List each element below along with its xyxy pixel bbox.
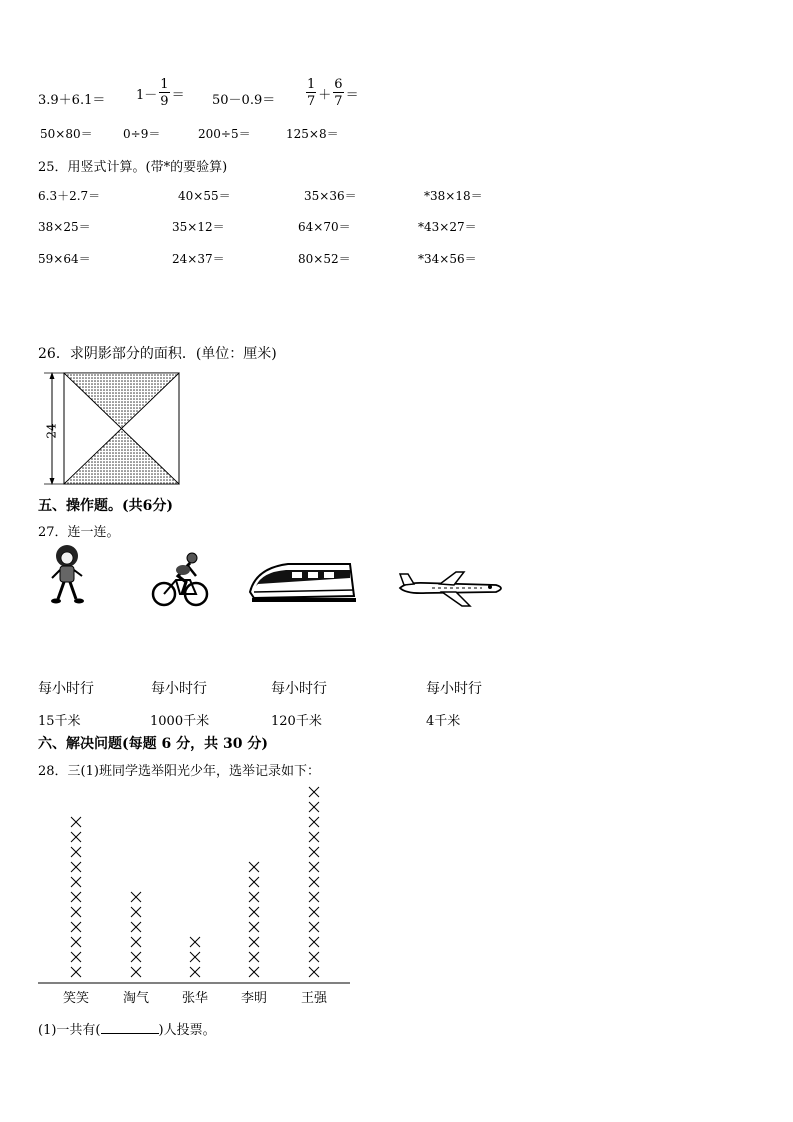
q25-expr: 80×52＝ — [298, 252, 351, 266]
tally-mark — [131, 892, 141, 902]
q25-expr: 35×12＝ — [172, 220, 225, 234]
tally-mark — [309, 967, 319, 977]
tally-mark — [71, 847, 81, 857]
fraction — [306, 78, 316, 108]
tally-mark — [131, 952, 141, 962]
denominator: 7 — [334, 94, 343, 109]
tally-mark — [71, 832, 81, 842]
candidate-name: 张华 — [181, 991, 209, 1006]
tally-mark — [249, 862, 259, 872]
tally-mark — [309, 907, 319, 917]
q26-title: 26．求阴影部分的面积．(单位：厘米) — [38, 346, 277, 362]
tally-mark — [71, 967, 81, 977]
tally-mark — [249, 907, 259, 917]
expr-2-2: 0÷9＝ — [123, 127, 161, 141]
candidate-name: 李明 — [240, 991, 268, 1006]
tally-mark — [71, 817, 81, 827]
walking-child-icon — [48, 544, 86, 606]
tally-mark — [309, 802, 319, 812]
tally-mark — [309, 892, 319, 902]
tally-mark — [71, 907, 81, 917]
tally-mark — [249, 892, 259, 902]
q25-expr: 40×55＝ — [178, 189, 231, 203]
tally-mark — [190, 967, 200, 977]
q25-expr: 38×25＝ — [38, 220, 91, 234]
q28-subquestion-1 — [38, 1019, 216, 1038]
q28-title: 28．三(1)班同学选举阳光少年，选举记录如下： — [38, 764, 320, 779]
tally-mark — [131, 937, 141, 947]
tally-mark — [190, 952, 200, 962]
expr-lead: 1－ — [136, 87, 158, 103]
q28-sub1-prefix: (1)一共有( — [38, 1023, 101, 1038]
tally-mark — [190, 937, 200, 947]
expr-2-4: 125×8＝ — [286, 127, 339, 141]
expr-2-3: 200÷5＝ — [198, 127, 251, 141]
expr-1-1: 3.9＋6.1＝ — [38, 93, 106, 108]
train-icon — [246, 558, 358, 606]
tally-mark — [309, 847, 319, 857]
q25-expr: 24×37＝ — [172, 252, 225, 266]
speed-value: 1000千米 — [150, 714, 210, 729]
q25-expr: *38×18＝ — [424, 189, 483, 203]
tally-mark — [249, 877, 259, 887]
speed-label: 每小时行 — [426, 681, 482, 697]
tally-mark — [309, 862, 319, 872]
speed-label: 每小时行 — [271, 681, 327, 697]
tally-mark — [71, 922, 81, 932]
q25-expr: *43×27＝ — [418, 220, 477, 234]
fraction — [159, 78, 169, 108]
candidate-name: 王强 — [300, 991, 328, 1006]
q25-expr: 6.3＋2.7＝ — [38, 189, 101, 203]
tally-mark — [309, 877, 319, 887]
expr-1-4 — [306, 78, 359, 108]
tally-mark — [71, 892, 81, 902]
answer-blank[interactable] — [101, 1021, 159, 1034]
vote-tally-chart — [36, 782, 356, 1012]
speed-value: 4千米 — [426, 714, 461, 729]
section-5-title: 五、操作题。(共6分) — [38, 498, 173, 514]
shaded-square-figure — [40, 368, 185, 490]
tally-mark — [131, 967, 141, 977]
expr-tail: ＝ — [171, 87, 185, 103]
q25-title: 25．用竖式计算。(带*的要验算) — [38, 160, 228, 175]
fraction — [333, 78, 343, 108]
dimension-label: 24 — [44, 423, 59, 439]
tally-mark — [249, 952, 259, 962]
q25-expr: 59×64＝ — [38, 252, 91, 266]
tally-mark — [71, 937, 81, 947]
expr-2-1: 50×80＝ — [40, 127, 93, 141]
expr-1-3: 50－0.9＝ — [212, 93, 276, 108]
speed-value: 15千米 — [38, 714, 81, 729]
numerator: 1 — [160, 77, 169, 92]
cyclist-icon — [150, 550, 210, 610]
tally-mark — [71, 952, 81, 962]
tally-mark — [71, 877, 81, 887]
q27-title: 27．连一连。 — [38, 525, 120, 540]
airplane-icon — [396, 568, 508, 610]
tally-mark — [309, 787, 319, 797]
tally-mark — [71, 862, 81, 872]
speed-value: 120千米 — [271, 714, 322, 729]
q25-expr: 35×36＝ — [304, 189, 357, 203]
tally-mark — [131, 922, 141, 932]
tally-mark — [309, 832, 319, 842]
q28-sub1-suffix: )人投票。 — [158, 1023, 216, 1038]
speed-label: 每小时行 — [151, 681, 207, 697]
expr-1-2 — [136, 78, 185, 108]
numerator: 6 — [334, 77, 343, 92]
tally-mark — [249, 922, 259, 932]
q25-expr: *34×56＝ — [418, 252, 477, 266]
denominator: 9 — [160, 94, 169, 109]
tally-mark — [249, 937, 259, 947]
tally-mark — [131, 907, 141, 917]
numerator: 1 — [307, 77, 316, 92]
plus-sign: ＋ — [318, 87, 332, 103]
expr-tail: ＝ — [345, 87, 359, 103]
candidate-name: 笑笑 — [62, 991, 90, 1006]
tally-mark — [309, 922, 319, 932]
candidate-name: 淘气 — [122, 991, 150, 1006]
tally-mark — [309, 952, 319, 962]
denominator: 7 — [307, 94, 316, 109]
section-6-title: 六、解决问题(每题 6 分，共 30 分) — [38, 736, 268, 752]
tally-mark — [309, 817, 319, 827]
tally-mark — [309, 937, 319, 947]
speed-label: 每小时行 — [38, 681, 94, 697]
q25-expr: 64×70＝ — [298, 220, 351, 234]
tally-mark — [249, 967, 259, 977]
